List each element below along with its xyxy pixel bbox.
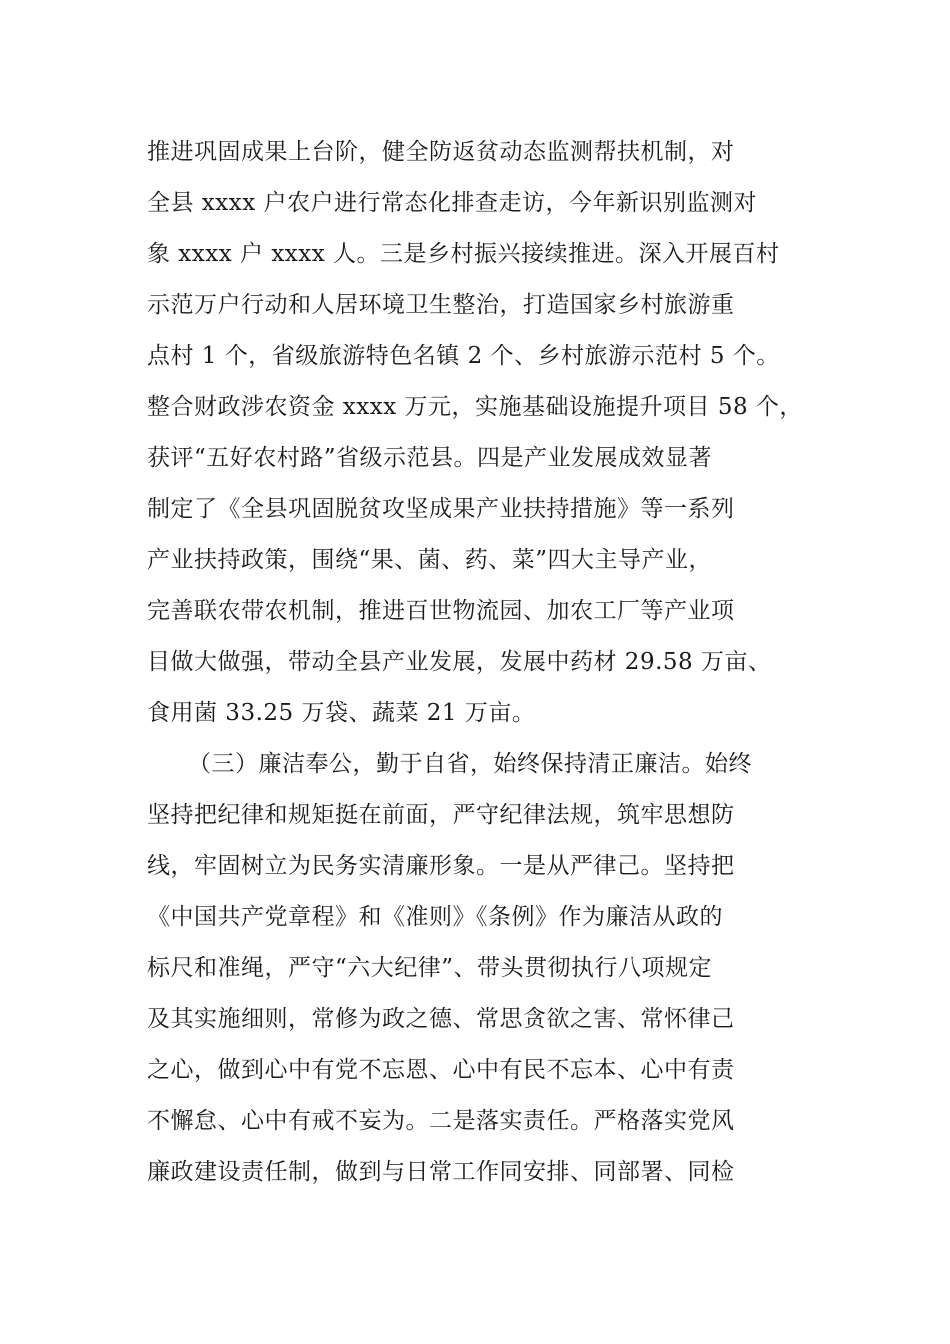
text-line: 完善联农带农机制，推进百世物流园、加农工厂等产业项 — [147, 598, 735, 624]
text-line: 全县 xxxx 户农户进行常态化排查走访，今年新识别监测对 — [147, 190, 758, 216]
text-line: 象 xxxx 户 xxxx 人。三是乡村振兴接续推进。深入开展百村 — [147, 241, 780, 267]
text-line: 坚持把纪律和规矩挺在前面，严守纪律法规，筑牢思想防 — [147, 802, 735, 828]
text-line: 及其实施细则，常修为政之德、常思贪欲之害、常怀律己 — [147, 1006, 735, 1032]
text-line: 标尺和准绳，严守“六大纪律”、带头贯彻执行八项规定 — [147, 955, 713, 981]
text-line: 制定了《全县巩固脱贫攻坚成果产业扶持措施》等一系列 — [147, 496, 735, 522]
text-line: 线，牢固树立为民务实清廉形象。一是从严律己。坚持把 — [147, 853, 735, 879]
text-line: 推进巩固成果上台阶，健全防返贫动态监测帮扶机制，对 — [147, 139, 735, 165]
text-line: 获评“五好农村路”省级示范县。四是产业发展成效显著 — [147, 445, 713, 471]
text-line: 示范万户行动和人居环境卫生整治，打造国家乡村旅游重 — [147, 292, 735, 318]
text-line: 《中国共产党章程》和《准则》《条例》作为廉洁从政的 — [147, 904, 723, 930]
text-line: 之心，做到心中有党不忘恩、心中有民不忘本、心中有责 — [147, 1057, 735, 1083]
text-line: 食用菌 33.25 万袋、蔬菜 21 万亩。 — [147, 700, 536, 726]
text-line: 不懈怠、心中有戒不妄为。二是落实责任。严格落实党风 — [147, 1108, 735, 1134]
text-line: 廉政建设责任制，做到与日常工作同安排、同部署、同检 — [147, 1159, 735, 1185]
text-line: 点村 1 个，省级旅游特色名镇 2 个、乡村旅游示范村 5 个。 — [147, 343, 780, 369]
text-line: 整合财政涉农资金 xxxx 万元，实施基础设施提升项目 58 个， — [147, 394, 803, 420]
text-line: 目做大做强，带动全县产业发展，发展中药材 29.58 万亩、 — [147, 649, 772, 675]
text-line: 产业扶持政策，围绕“果、菌、药、菜”四大主导产业， — [147, 547, 713, 573]
section-heading-line: （三）廉洁奉公，勤于自省，始终保持清正廉洁。始终 — [188, 751, 752, 777]
